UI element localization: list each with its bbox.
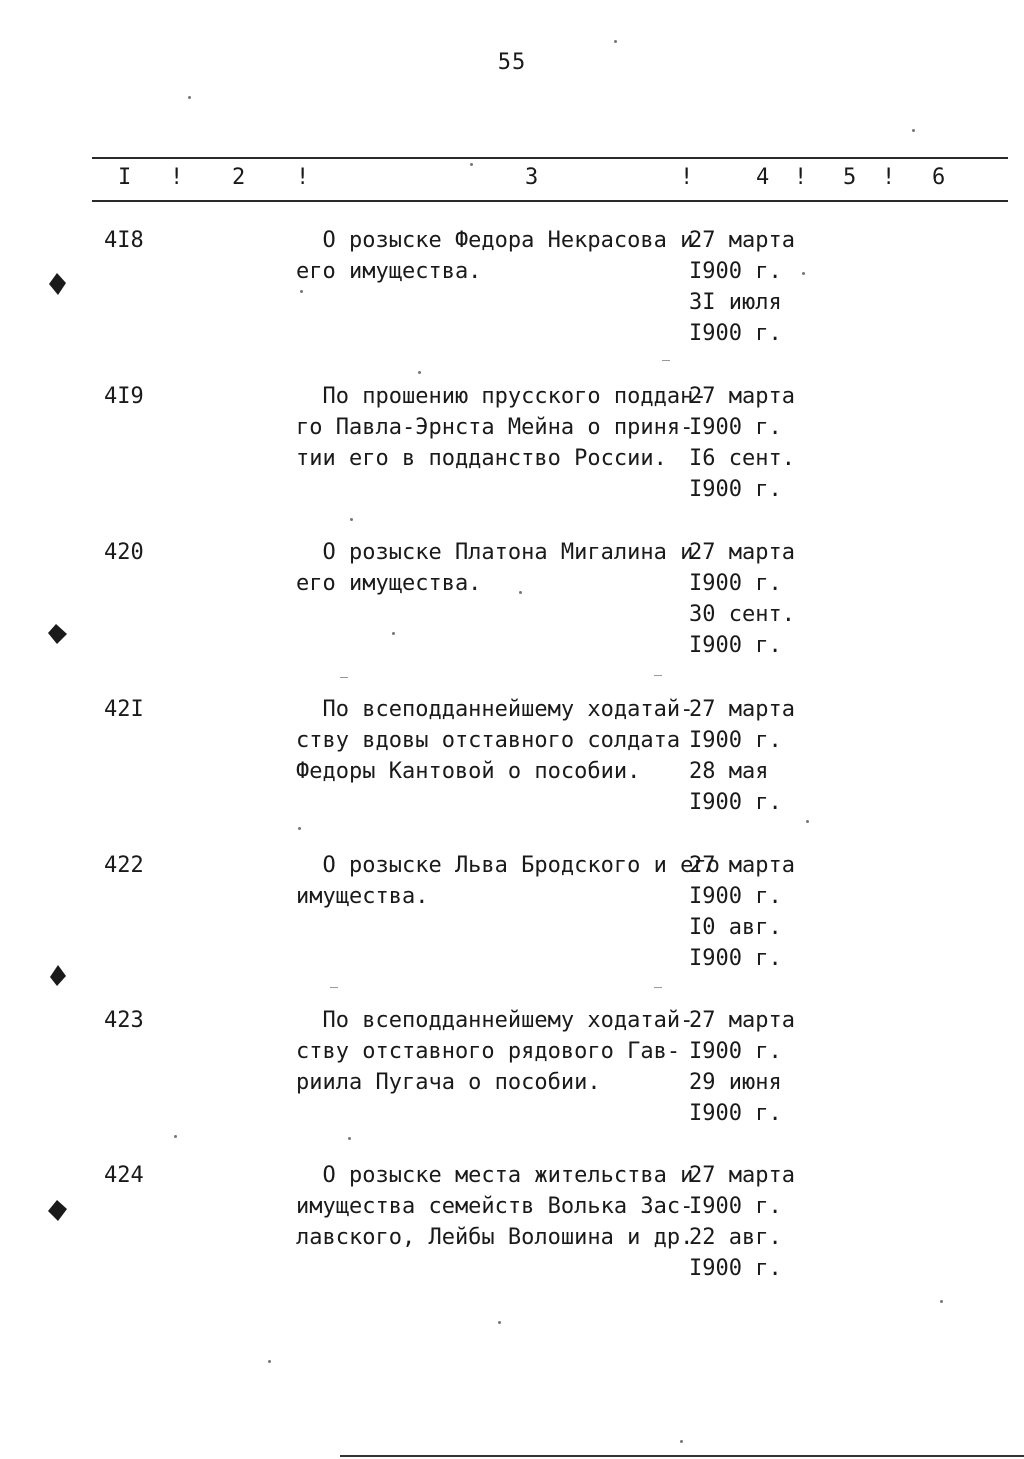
- entry-dates: [689, 225, 829, 349]
- scan-speck: [614, 40, 617, 43]
- scan-speck: [268, 1360, 271, 1363]
- punch-hole-icon: [44, 621, 70, 647]
- date-line: I900 г.: [689, 1256, 782, 1281]
- description-line: О розыске Льва Бродского и его: [296, 853, 720, 878]
- entry-description: [296, 537, 694, 599]
- date-line: I900 г.: [689, 884, 782, 909]
- entry-dates: [689, 1005, 829, 1129]
- header-separator: !: [296, 165, 310, 190]
- entry-number: 423: [104, 1008, 144, 1033]
- description-line: его имущества.: [296, 571, 482, 596]
- date-line: I900 г.: [689, 259, 782, 284]
- scan-speck: [188, 96, 191, 99]
- description-line: го Павла-Эрнста Мейна о приня-: [296, 415, 694, 440]
- scan-speck: [298, 827, 301, 830]
- punch-hole-icon: [44, 271, 70, 297]
- scan-mark: [654, 987, 662, 988]
- date-line: I0 авг.: [689, 915, 782, 940]
- scan-mark: [340, 677, 348, 678]
- scan-speck: [470, 163, 473, 166]
- description-line: имущества семейств Волька Зас-: [296, 1194, 694, 1219]
- entry-description: [296, 850, 720, 912]
- date-line: I900 г.: [689, 1194, 782, 1219]
- header-col-3: 3: [525, 165, 539, 190]
- header-separator: !: [794, 165, 808, 190]
- scan-speck: [174, 1135, 177, 1138]
- header-col-2: 2: [232, 165, 246, 190]
- date-line: 28 мая: [689, 759, 769, 784]
- scan-speck: [680, 1440, 683, 1443]
- footer-rule: [340, 1455, 1024, 1457]
- table-top-rule: [92, 157, 1008, 159]
- description-line: О розыске Федора Некрасова и: [296, 228, 694, 253]
- scan-speck: [392, 632, 395, 635]
- entry-description: [296, 694, 694, 787]
- entry-description: [296, 1160, 694, 1253]
- scan-mark: [662, 360, 670, 361]
- date-line: I900 г.: [689, 1101, 782, 1126]
- date-line: 22 авг.: [689, 1225, 782, 1250]
- punch-hole-icon: [44, 1197, 70, 1223]
- date-line: 30 сент.: [689, 602, 795, 627]
- punch-hole-icon: [44, 962, 70, 988]
- scan-speck: [300, 290, 303, 293]
- date-line: I900 г.: [689, 946, 782, 971]
- description-line: По всеподданнейшему ходатай-: [296, 1008, 694, 1033]
- scan-speck: [519, 591, 522, 594]
- entry-number: 424: [104, 1163, 144, 1188]
- date-line: I900 г.: [689, 477, 782, 502]
- header-col-5: 5: [843, 165, 857, 190]
- scan-speck: [350, 518, 353, 521]
- entry-number: 4I9: [104, 384, 144, 409]
- date-line: 27 марта: [689, 853, 795, 878]
- entry-number: 4I8: [104, 228, 144, 253]
- header-col-1: I: [118, 165, 132, 190]
- entry-dates: [689, 537, 829, 661]
- description-line: имущества.: [296, 884, 429, 909]
- entry-number: 420: [104, 540, 144, 565]
- scan-speck: [802, 272, 805, 275]
- entry-description: [296, 381, 707, 474]
- description-line: лавского, Лейбы Волошина и др.: [296, 1225, 694, 1250]
- date-line: I900 г.: [689, 790, 782, 815]
- date-line: I900 г.: [689, 633, 782, 658]
- scan-mark: [654, 675, 662, 676]
- header-separator: !: [680, 165, 694, 190]
- date-line: I900 г.: [689, 728, 782, 753]
- date-line: 27 марта: [689, 384, 795, 409]
- description-line: ству отставного рядового Гав-: [296, 1039, 681, 1064]
- scan-speck: [940, 1300, 943, 1303]
- entry-description: [296, 1005, 694, 1098]
- header-col-6: 6: [932, 165, 946, 190]
- header-separator: !: [882, 165, 896, 190]
- scan-mark: [330, 987, 338, 988]
- description-line: риила Пугача о пособии.: [296, 1070, 601, 1095]
- date-line: I900 г.: [689, 571, 782, 596]
- page-number: 55: [497, 50, 527, 75]
- date-line: 27 марта: [689, 540, 795, 565]
- header-separator: !: [170, 165, 184, 190]
- date-line: 27 марта: [689, 228, 795, 253]
- header-col-4: 4: [756, 165, 770, 190]
- description-line: тии его в подданство России.: [296, 446, 667, 471]
- description-line: его имущества.: [296, 259, 482, 284]
- description-line: По прошению прусского поддан-: [296, 384, 707, 409]
- date-line: 3I июля: [689, 290, 782, 315]
- date-line: 29 июня: [689, 1070, 782, 1095]
- entry-dates: [689, 694, 829, 818]
- date-line: 27 марта: [689, 697, 795, 722]
- date-line: I900 г.: [689, 1039, 782, 1064]
- date-line: 27 марта: [689, 1163, 795, 1188]
- description-line: По всеподданнейшему ходатай-: [296, 697, 694, 722]
- date-line: I900 г.: [689, 415, 782, 440]
- entry-number: 422: [104, 853, 144, 878]
- entry-dates: [689, 381, 829, 505]
- description-line: ству вдовы отставного солдата: [296, 728, 681, 753]
- description-line: О розыске места жительства и: [296, 1163, 694, 1188]
- table-header-rule: [92, 200, 1008, 202]
- entry-dates: [689, 850, 829, 974]
- date-line: I900 г.: [689, 321, 782, 346]
- scan-speck: [418, 371, 421, 374]
- scan-speck: [498, 1321, 501, 1324]
- scan-speck: [806, 820, 809, 823]
- date-line: 27 марта: [689, 1008, 795, 1033]
- entry-number: 42I: [104, 697, 144, 722]
- entry-dates: [689, 1160, 829, 1284]
- description-line: Федоры Кантовой о пособии.: [296, 759, 641, 784]
- scan-speck: [348, 1137, 351, 1140]
- scan-speck: [912, 129, 915, 132]
- entry-description: [296, 225, 694, 287]
- date-line: I6 сент.: [689, 446, 795, 471]
- description-line: О розыске Платона Мигалина и: [296, 540, 694, 565]
